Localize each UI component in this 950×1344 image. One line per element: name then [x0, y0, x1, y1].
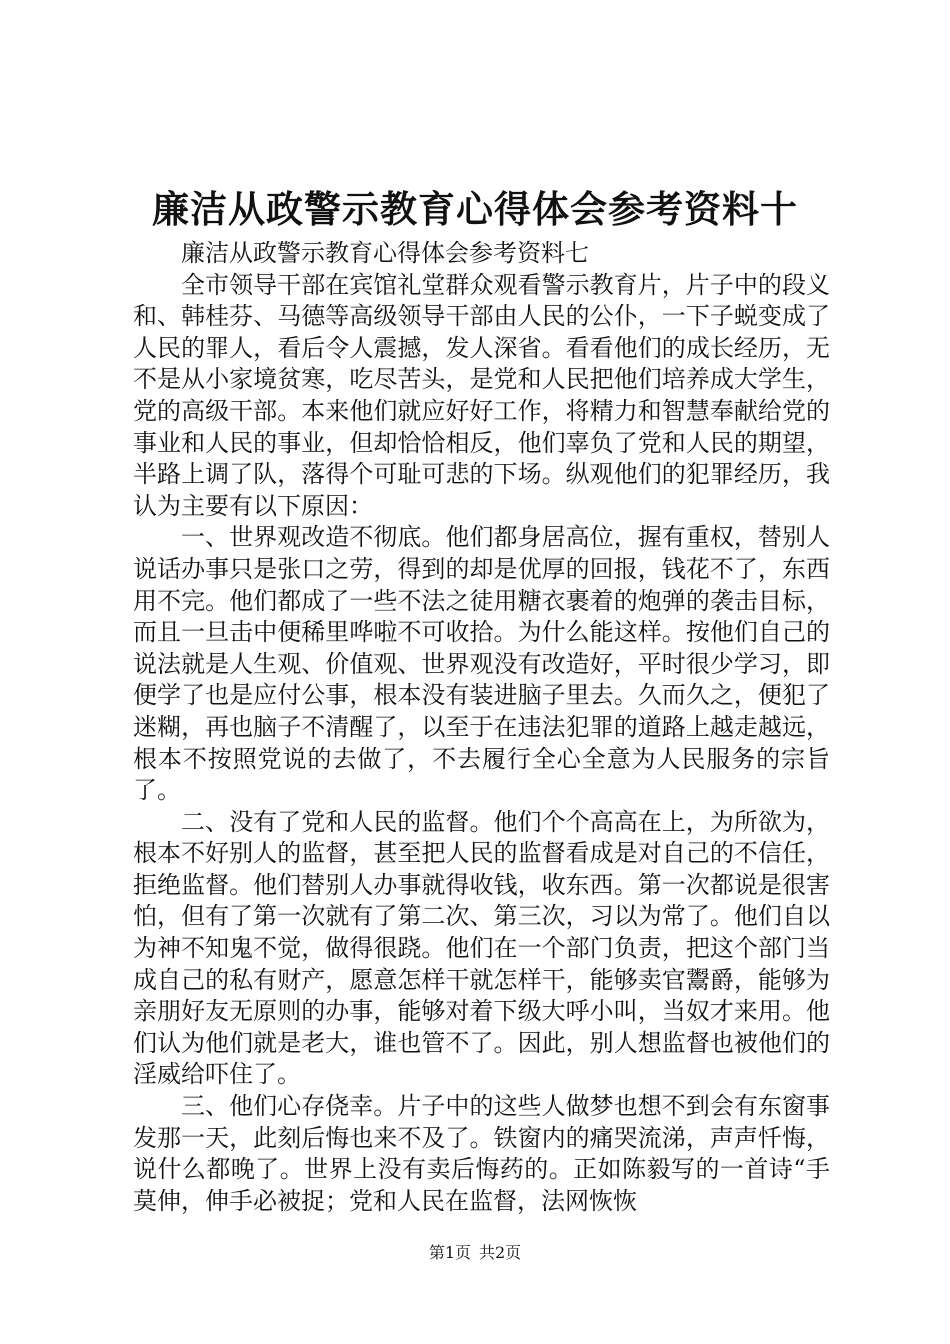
document-subtitle: 廉洁从政警示教育心得体会参考资料七: [181, 239, 589, 267]
paragraph-point-2: 二、没有了党和人民的监督。他们个个高高在上，为所欲为，根本不好别人的监督，甚至把人民的监督看成是对自己的不信任，拒绝监督。他们替别人办事就得收钱，收东西。第一次都说是很害怕，但有了第一次就有了第二次、第三次，习以为常了。他们自以为神不知鬼不觉，做得很跷。他们在一个部门负责，把这个部门当成自己的私有财产，愿意怎样干就怎样干，能够卖官鬻爵，能够为亲朋好友无原则的办事，能够对着下级大呼小叫，当奴才来用。他们认为他们就是老大，谁也管不了。因此，别人想监督也被他们的淫威给吓住了。: [133, 807, 830, 1089]
page-total: 共2页: [479, 1243, 522, 1262]
paragraph-point-3: 三、他们心存侥幸。片子中的这些人做梦也想不到会有东窗事发那一天，此刻后悔也来不及了。铁窗内的痛哭流涕，声声忏悔，说什么都晚了。世界上没有卖后悔药的。正如陈毅写的一首诗“手莫伸，伸手必被捉；党和人民在监督，法网恢恢: [133, 1092, 830, 1215]
document-body: [133, 238, 830, 1217]
paragraph-intro: 全市领导干部在宾馆礼堂群众观看警示教育片，片子中的段义和、韩桂芬、马德等高级领导干部由人民的公仆，一下子蜕变成了人民的罪人，看后令人震撼，发人深省。看看他们的成长经历，无不是从小家境贫寒，吃尽苦头，是党和人民把他们培养成大学生，党的高级干部。本来他们就应好好工作，将精力和智慧奉献给党的事业和人民的事业，但却恰恰相反，他们辜负了党和人民的期望，半路上调了队，落得个可耻可悲的下场。纵观他们的犯罪经历，我认为主要有以下原因：: [133, 270, 830, 520]
paragraph-point-1: 一、世界观改造不彻底。他们都身居高位，握有重权，替别人说话办事只是张口之劳，得到的却是优厚的回报，钱花不了，东西用不完。他们都成了一些不法之徒用糖衣裹着的炮弹的袭击目标，而且一旦击中便稀里哗啦不可收拾。为什么能这样。按他们自己的说法就是人生观、价值观、世界观没有改造好，平时很少学习，即便学了也是应付公事，根本没有装进脑子里去。久而久之，便犯了迷糊，再也脑子不清醒了，以至于在违法犯罪的道路上越走越远，根本不按照党说的去做了，不去履行全心全意为人民服务的宗旨了。: [133, 523, 830, 805]
page-footer: [0, 1242, 950, 1264]
document-title: 廉洁从政警示教育心得体会参考资料十: [152, 187, 798, 231]
page-number: 第1页: [428, 1243, 471, 1262]
